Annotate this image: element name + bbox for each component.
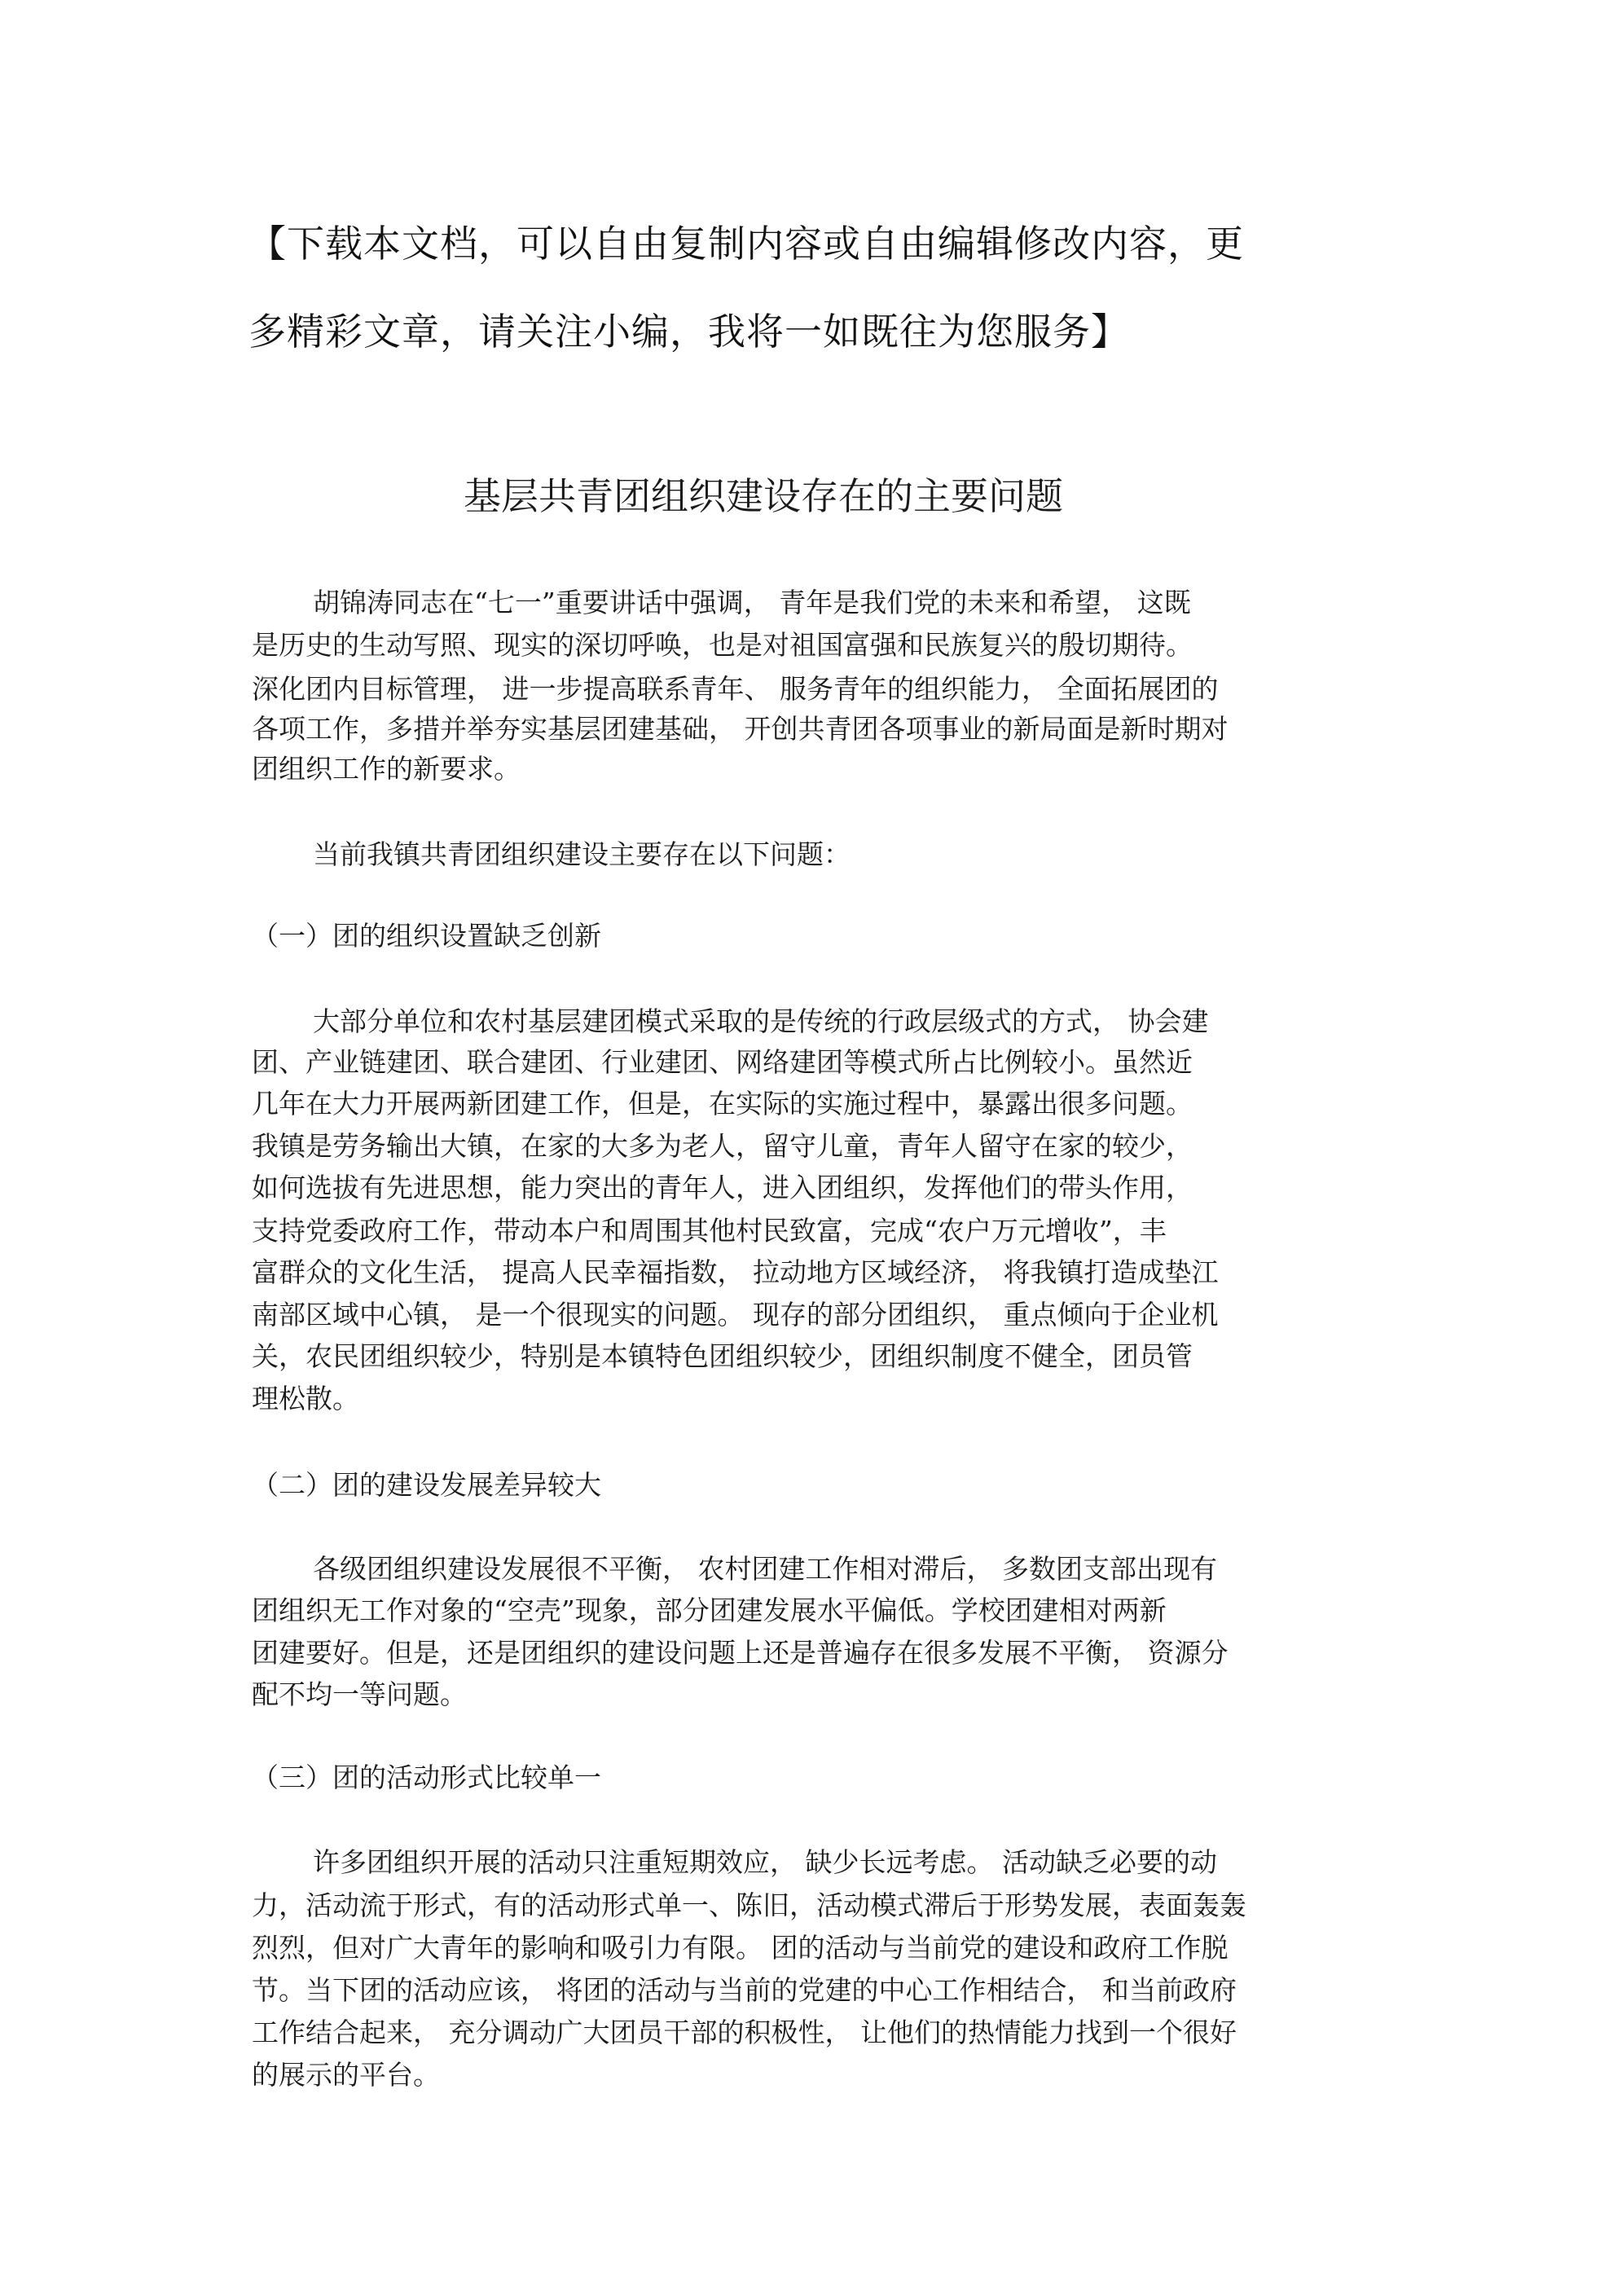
problems-intro: 当前我镇共青团组织建设主要存在以下问题： [313, 838, 851, 870]
section-3-line-2: 力，活动流于形式，有的活动形式单一、陈旧，活动模式滞后于形势发展，表面轰轰 [252, 1889, 1246, 1921]
section-1-line-10: 理松散。 [252, 1383, 359, 1414]
section-1-line-5: 如何选拔有先进思想，能力突出的青年人，进入团组织，发挥他们的带头作用， [252, 1172, 1193, 1203]
section-2-line-2: 团组织无工作对象的“空壳”现象，部分团建发展水平偏低。学校团建相对两新 [252, 1594, 1167, 1626]
banner-line-1: 【下载本文档，可以自由复制内容或自由编辑修改内容，更 [248, 222, 1244, 266]
section-1-line-3: 几年在大力开展两新团建工作，但是，在实际的实施过程中，暴露出很多问题。 [252, 1088, 1193, 1119]
intro-line-3: 深化团内目标管理， 进一步提高联系青年、 服务青年的组织能力， 全面拓展团的 [252, 673, 1219, 705]
intro-line-5: 团组织工作的新要求。 [252, 753, 521, 785]
section-2-line-3: 团建要好。但是，还是团组织的建设问题上还是普遍存在很多发展不平衡， 资源分 [252, 1637, 1229, 1669]
section-1-line-1: 大部分单位和农村基层建团模式采取的是传统的行政层级式的方式， 协会建 [313, 1005, 1209, 1037]
intro-line-1: 胡锦涛同志在“七一”重要讲话中强调， 青年是我们党的未来和希望， 这既 [313, 587, 1191, 618]
section-3-line-6: 的展示的平台。 [252, 2059, 440, 2091]
section-1-line-4: 我镇是劳务输出大镇，在家的大多为老人，留守儿童，青年人留守在家的较少， [252, 1130, 1193, 1162]
section-heading-3: （三）团的活动形式比较单一 [252, 1762, 601, 1793]
section-1-line-6: 支持党委政府工作，带动本户和周围其他村民致富，完成“农户万元增收”，丰 [252, 1215, 1167, 1247]
section-3-line-1: 许多团组织开展的活动只注重短期效应， 缺少长远考虑。 活动缺乏必要的动 [313, 1846, 1217, 1878]
section-2-line-4: 配不均一等问题。 [252, 1678, 467, 1710]
section-1-line-9: 关，农民团组织较少，特别是本镇特色团组织较少，团组织制度不健全，团员管 [252, 1340, 1193, 1372]
section-2-line-1: 各级团组织建设发展很不平衡， 农村团建工作相对滞后， 多数团支部出现有 [313, 1553, 1217, 1585]
intro-line-4: 各项工作，多措并举夯实基层团建基础， 开创共青团各项事业的新局面是新时期对 [252, 713, 1229, 745]
section-3-line-3: 烈烈，但对广大青年的影响和吸引力有限。 团的活动与当前党的建设和政府工作脱 [252, 1932, 1229, 1964]
document-title: 基层共青团组织建设存在的主要问题 [464, 474, 1063, 518]
section-heading-2: （二）团的建设发展差异较大 [252, 1469, 601, 1501]
section-1-line-8: 南部区域中心镇， 是一个很现实的问题。 现存的部分团组织， 重点倾向于企业机 [252, 1299, 1219, 1331]
banner-line-2: 多精彩文章，请关注小编，我将一如既往为您服务】 [248, 310, 1129, 354]
section-heading-1: （一）团的组织设置缺乏创新 [252, 920, 601, 952]
intro-line-2: 是历史的生动写照、现实的深切呼唤，也是对祖国富强和民族复兴的殷切期待。 [252, 629, 1193, 661]
section-1-line-7: 富群众的文化生活， 提高人民幸福指数， 拉动地方区域经济， 将我镇打造成垫江 [252, 1256, 1219, 1288]
section-3-line-4: 节。当下团的活动应该， 将团的活动与当前的党建的中心工作相结合， 和当前政府 [252, 1974, 1237, 2006]
section-3-line-5: 工作结合起来， 充分调动广大团员干部的积极性， 让他们的热情能力找到一个很好 [252, 2017, 1237, 2048]
section-1-line-2: 团、产业链建团、联合建团、行业建团、网络建团等模式所占比例较小。虽然近 [252, 1046, 1193, 1078]
